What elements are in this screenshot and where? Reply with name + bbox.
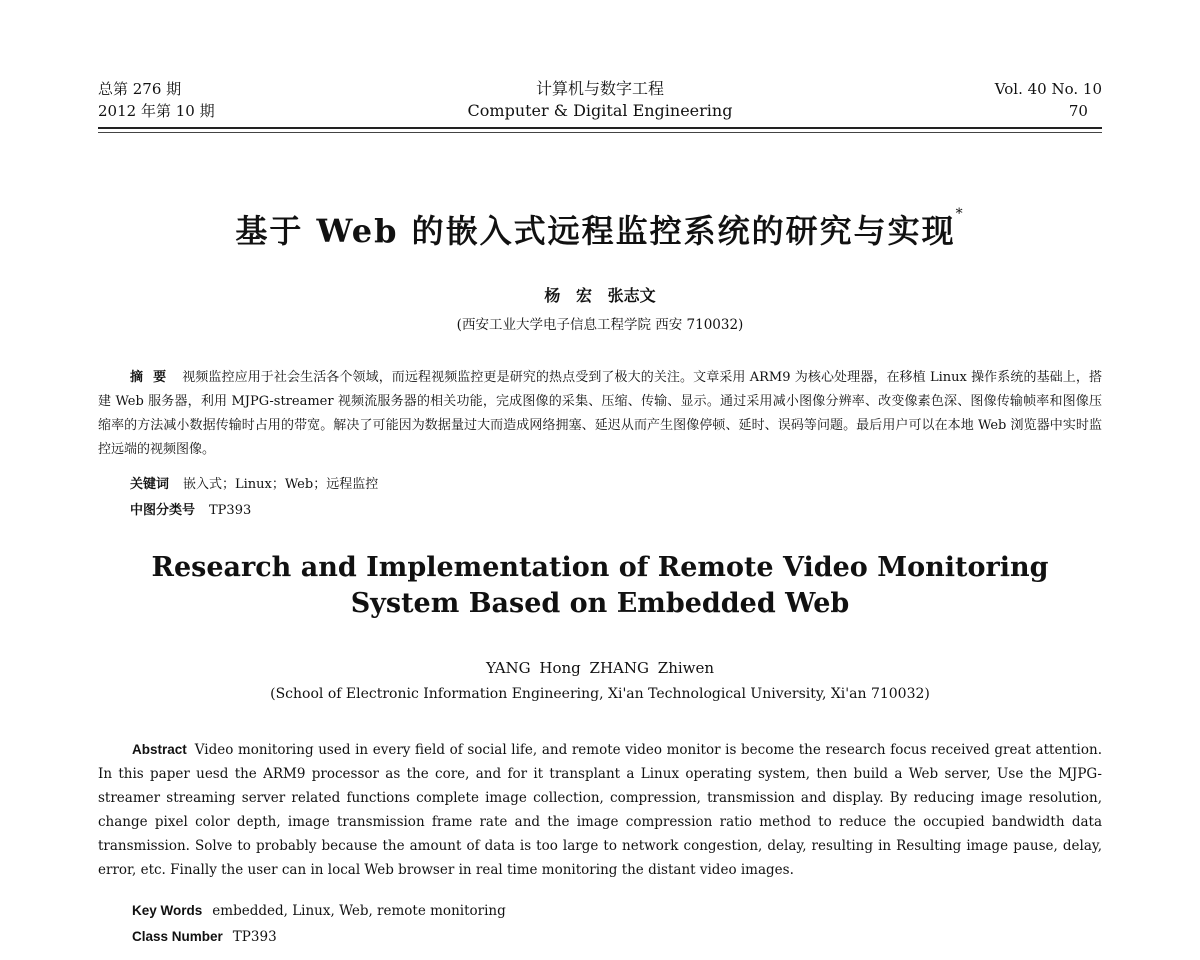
volume-number: Vol. 40 No. 10 [994,80,1102,98]
chinese-keywords-label: 关键词 [130,477,170,492]
journal-name-en: Computer & Digital Engineering [467,101,733,120]
english-abstract-label: Abstract [132,742,187,757]
english-title-line1: Research and Implementation of Remote Video Monitoring [151,552,1049,583]
chinese-abstract-text: 视频监控应用于社会生活各个领域，而远程视频监控更是研究的热点受到了极大的关注。文章采用 ARM9 为核心处理器，在移植 Linux 操作系统的基础上，搭建 Web 服务器，利用 MJPG-streamer 视频流服务器的相关功能，完成图像的采集、压缩、传输、显示。通过采用减小图像分辨率、改变像素色深、图像传输帧率和图像压缩率的方法减小数据传输时占用的带宽。解决了可能因为数据量过大而造成网络拥塞、延迟从而产生图像停顿、延时、误码等问题。最后用户可以在本地 Web 浏览器中实时监控远端的视频图像。 [98,370,1102,457]
chinese-title [0,206,1200,252]
chinese-title-text: 基于 Web 的嵌入式远程监控系统的研究与实现 [235,212,956,250]
journal-name [98,78,1102,122]
chinese-keywords-text: 嵌入式；Linux；Web；远程监控 [183,477,379,492]
chinese-class-label: 中图分类号 [130,503,196,518]
running-header [98,78,1102,130]
english-abstract [98,738,1102,882]
total-issue: 总第 276 期 [98,80,182,98]
chinese-class-value: TP393 [209,503,252,518]
header-rule-thin [98,132,1102,133]
year-issue: 2012 年第 10 期 [98,102,215,120]
chinese-abstract-label: 摘要 [130,370,177,385]
journal-name-cn: 计算机与数字工程 [535,79,664,98]
chinese-abstract [98,366,1102,462]
english-keywords-label: Key Words [132,903,203,918]
title-footnote-mark: * [955,206,965,222]
chinese-affiliation: (西安工业大学电子信息工程学院 西安 710032) [456,317,744,333]
english-affiliation: (School of Electronic Information Engineering, Xi'an Technological University, Xi'an 710032) [270,686,930,702]
english-class-number [132,926,277,948]
english-class-label: Class Number [132,929,223,944]
chinese-authors: 杨 宏 张志文 [544,286,656,305]
english-keywords-text: embedded, Linux, Web, remote monitoring [212,903,506,919]
volume-info [995,78,1102,122]
english-abstract-text: Video monitoring used in every field of social life, and remote video monitor is become the research focus received great attention. In this paper uesd the ARM9 processor as the core, and for it transplant a Linux operating system, then build a Web server, Use the MJPG-streamer streaming server related functions complete image collection, compression, transmission and display. By reducing image resolution, change pixel color depth, image transmission frame rate and the image compression ratio method to reduce the occupied bandwidth data transmission. Solve to probably because the amount of data is too large to network congestion, delay, resulting in Resulting image pause, delay, error, etc. Finally the user can in local Web browser in real time monitoring the distant video images. [98,742,1102,878]
english-title [0,550,1200,622]
chinese-keywords [130,474,378,496]
header-rule-thick [98,127,1102,129]
english-keywords [132,900,506,922]
english-title-line2: System Based on Embedded Web [350,588,850,619]
english-class-value: TP393 [232,929,277,945]
page-number: 70 [1068,102,1088,120]
chinese-class-number [130,500,251,522]
english-authors: YANG Hong ZHANG Zhiwen [485,659,715,677]
